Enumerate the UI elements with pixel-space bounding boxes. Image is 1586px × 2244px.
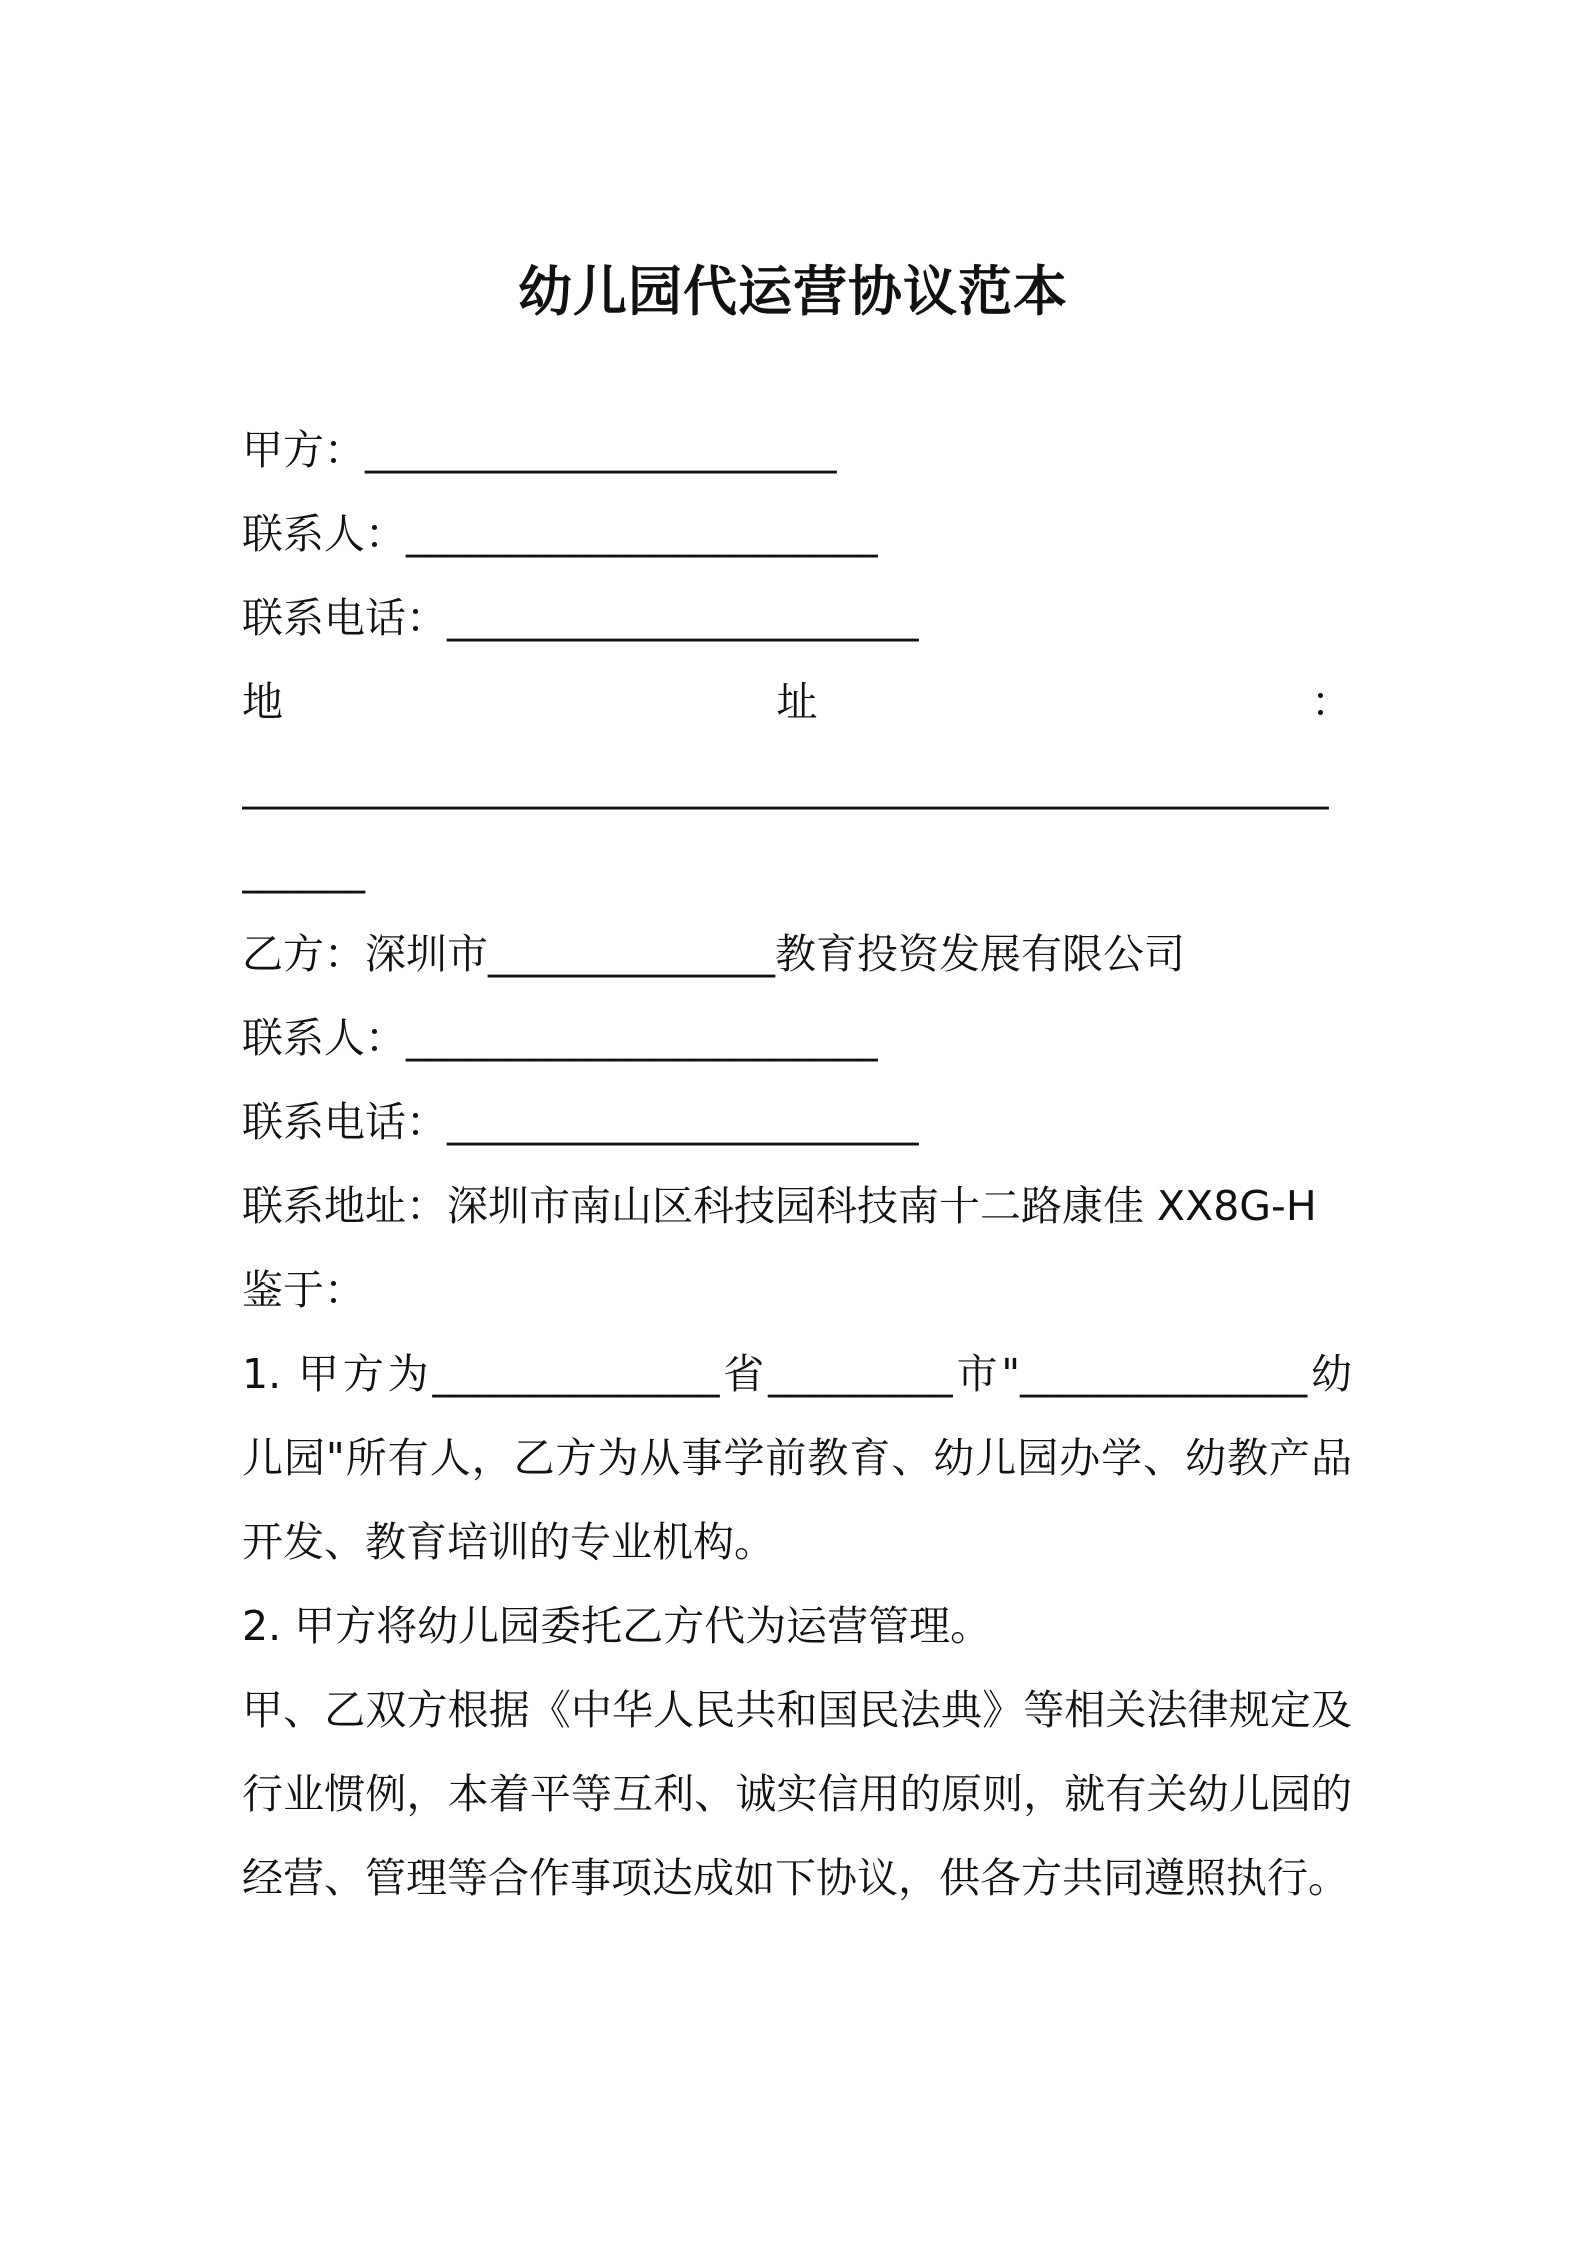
address-blank-underline-2: ______ bbox=[242, 846, 365, 894]
party-a-address-blank-1 bbox=[242, 744, 1352, 828]
party-a-contact-line: 联系人：_______________________ bbox=[242, 510, 878, 558]
address-blank-underline-1: _____________________________________________________ bbox=[242, 762, 1329, 810]
party-b-address-line: 联系地址：深圳市南山区科技园科技南十二路康佳 XX8G-H bbox=[242, 1182, 1317, 1230]
address-label-char-1: 地 bbox=[242, 678, 283, 726]
party-a-name-line: 甲方：_______________________ bbox=[242, 426, 837, 474]
party-a-phone-line: 联系电话：_______________________ bbox=[242, 594, 919, 642]
party-a-address-blank-2 bbox=[242, 828, 1352, 912]
party-b-phone-line: 联系电话：_______________________ bbox=[242, 1098, 919, 1146]
clause-1: 1. 甲方为______________省_________市"______________幼儿园"所有人，乙方为从事学前教育、幼儿园办学、幼教产品开发、教育培训的专业机构。 bbox=[242, 1350, 1352, 1566]
document-body bbox=[242, 408, 1352, 1920]
party-b-contact-line: 联系人：_______________________ bbox=[242, 1014, 878, 1062]
address-label-colon: ： bbox=[1311, 678, 1352, 726]
party-a-address-label-row bbox=[242, 660, 1352, 744]
clause-2: 2. 甲方将幼儿园委托乙方代为运营管理。 bbox=[242, 1602, 992, 1650]
document-title: 幼儿园代运营协议范本 bbox=[518, 260, 1068, 323]
preamble-paragraph: 甲、乙双方根据《中华人民共和国民法典》等相关法律规定及行业惯例，本着平等互利、诚实信用的原则，就有关幼儿园的经营、管理等合作事项达成如下协议，供各方共同遵照执行。 bbox=[242, 1686, 1352, 1902]
whereas-heading: 鉴于： bbox=[242, 1266, 365, 1314]
address-label-char-2: 址 bbox=[776, 678, 818, 726]
party-b-name-line: 乙方：深圳市______________教育投资发展有限公司 bbox=[242, 930, 1185, 978]
